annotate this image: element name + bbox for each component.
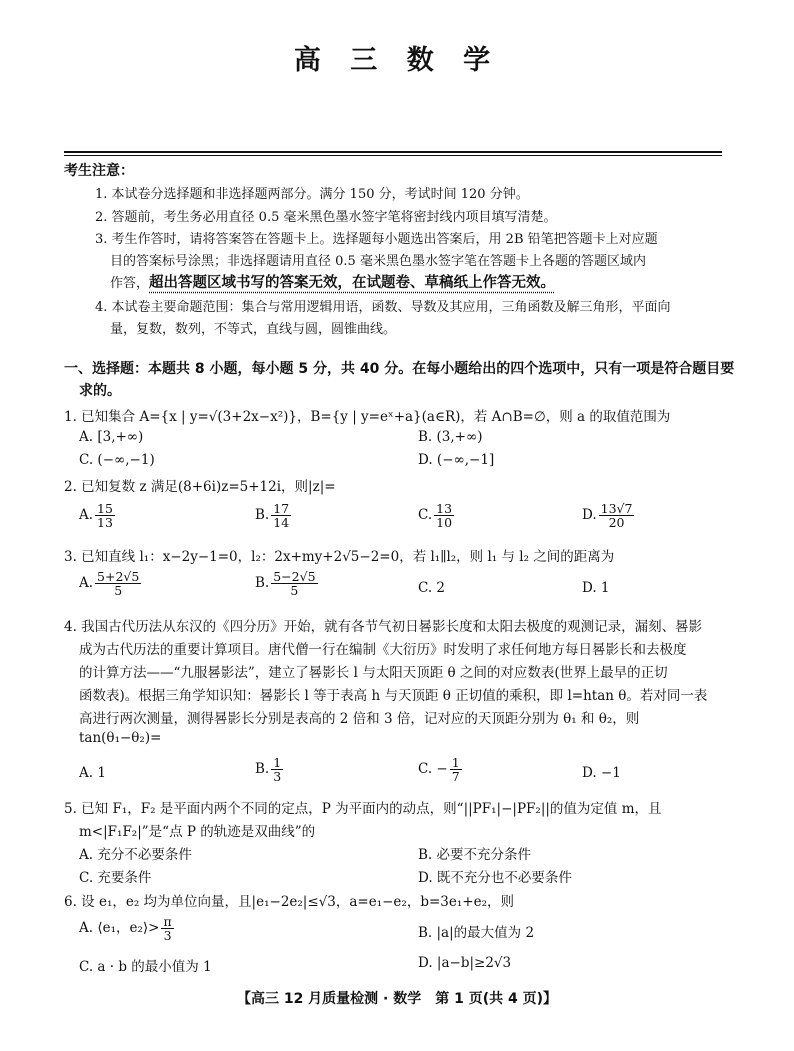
- fraction: [271, 502, 291, 529]
- question-4-line: 高进行两次测量，测得晷影长分别是表高的 2 倍和 3 倍，记对应的天顶距分别为 θ₁ 和 θ₂，则: [79, 711, 640, 727]
- option-label: B.: [255, 575, 270, 591]
- numerator: 13√7: [600, 501, 633, 516]
- question-2-stem: 2. 已知复数 z 满足(8+6i)z=5+12i，则|z|=: [64, 479, 336, 495]
- notice-text: 作答，: [110, 276, 150, 291]
- fraction: [95, 502, 115, 529]
- fraction: [599, 502, 635, 529]
- q6-option-b: B. |a|的最大值为 2: [418, 925, 535, 941]
- option-label: D.: [582, 507, 597, 523]
- fraction: [450, 756, 462, 783]
- numerator: 5+2√5: [97, 569, 140, 584]
- denominator: 20: [608, 515, 625, 530]
- notice-item-answer: [110, 271, 555, 292]
- question-5-stem: 5. 已知 F₁，F₂ 是平面内两个不同的定点，P 为平面内的动点，则“||PF₁|−|PF₂||的值为定值 m，且: [64, 801, 662, 817]
- numerator: 1: [451, 755, 460, 770]
- denominator: 3: [273, 769, 282, 784]
- q4-option-a: A. 1: [79, 765, 106, 781]
- section-heading: 一、选择题：本题共 8 小题，每小题 5 分，共 40 分。在每小题给出的四个选项中，只有一项是符合题目要: [64, 361, 735, 377]
- denominator: 3: [163, 928, 172, 943]
- q4-option-d: D. −1: [582, 765, 621, 781]
- q3-option-b: [255, 570, 318, 597]
- section-heading-cont: 求的。: [79, 383, 121, 399]
- numerator: 13: [436, 501, 453, 516]
- option-label: B.: [255, 507, 270, 523]
- q6-option-c: C. a · b 的最小值为 1: [79, 959, 212, 975]
- q3-option-c: C. 2: [418, 580, 446, 596]
- q2-option-a: [79, 502, 115, 529]
- question-6-stem: 6. 设 e₁，e₂ 均为单位向量，且|e₁−2e₂|≤√3，a=e₁−e₂，b=3e₁+e₂，则: [64, 894, 514, 910]
- notice-item: 2. 答题前，考生务必用直径 0.5 毫米黑色墨水签字笔将密封线内项目填写清楚。: [95, 210, 557, 225]
- denominator: 10: [436, 515, 453, 530]
- numerator: π: [163, 914, 172, 929]
- question-1-stem: 1. 已知集合 A={x | y=√(3+2x−x²)}，B={y | y=eˣ+a}(a∈R)，若 A∩B=∅，则 a 的取值范围为: [64, 409, 671, 425]
- question-5-stem-cont: m<|F₁F₂|”是“点 P 的轨迹是双曲线”的: [79, 824, 316, 840]
- numerator: 5−2√5: [273, 569, 316, 584]
- q3-option-d: D. 1: [582, 580, 610, 596]
- q1-option-b: B. (3,+∞): [418, 429, 483, 445]
- notice-item: 3. 考生作答时，请将答案答在答题卡上。选择题每小题选出答案后，用 2B 铅笔把答题卡上对应题: [95, 232, 658, 247]
- question-4-line: 4. 我国古代历法从东汉的《四分历》开始，就有各节气初日晷影长度和太阳去极度的观测记录，漏刻、晷影: [64, 619, 703, 635]
- notice-heading: 考生注意：: [64, 163, 134, 179]
- header-rule-thin: [64, 155, 722, 156]
- question-4-line: 函数表)。根据三角学知识知：晷影长 l 等于表高 h 与天顶距 θ 正切值的乘积，即 l=htan θ。若对同一表: [79, 688, 708, 704]
- q3-option-a: [79, 570, 141, 597]
- numerator: 15: [97, 501, 113, 516]
- fraction: [95, 570, 141, 597]
- q6-option-a: [79, 915, 174, 942]
- q1-option-c: C. (−∞,−1): [79, 452, 155, 468]
- denominator: 13: [97, 515, 113, 530]
- notice-item: 4. 本试卷主要命题范围：集合与常用逻辑用语，函数、导数及其应用，三角函数及解三角形，平面向: [95, 300, 671, 315]
- denominator: 5: [114, 583, 123, 598]
- option-label: B.: [255, 761, 270, 777]
- notice-item: 目的答案标号涂黑；非选择题请用直径 0.5 毫米黑色墨水签字笔在答题卡上各题的答题区域内: [110, 254, 646, 269]
- denominator: 7: [451, 769, 460, 784]
- option-label: A.: [79, 575, 94, 591]
- numerator: 1: [273, 755, 282, 770]
- page-title: 高 三 数 学: [293, 45, 501, 76]
- question-3-stem: 3. 已知直线 l₁：x−2y−1=0，l₂：2x+my+2√5−2=0，若 l₁∥l₂，则 l₁ 与 l₂ 之间的距离为: [64, 549, 615, 565]
- q1-option-d: D. (−∞,−1]: [418, 452, 495, 468]
- denominator: 14: [273, 515, 290, 530]
- question-4-line: tan(θ₁−θ₂)=: [79, 730, 162, 746]
- q1-option-a: A. [3,+∞): [79, 429, 144, 445]
- numerator: 17: [273, 501, 290, 516]
- q5-option-a: A. 充分不必要条件: [79, 847, 192, 863]
- option-label: C. −: [418, 761, 448, 777]
- notice-emphasis: 超出答题区域书写的答案无效，在试题卷、草稿纸上作答无效。: [149, 275, 556, 291]
- q6-option-d: D. |a−b|≥2√3: [418, 955, 512, 971]
- q4-option-b: [255, 756, 283, 783]
- option-label: C.: [418, 507, 433, 523]
- q2-option-d: [582, 502, 634, 529]
- notice-item: 1. 本试卷分选择题和非选择题两部分。满分 150 分，考试时间 120 分钟。: [95, 187, 529, 202]
- notice-item: 量，复数，数列，不等式，直线与圆，圆锥曲线。: [110, 322, 397, 337]
- option-label: A.: [79, 507, 94, 523]
- page-footer: 【高三 12 月质量检测 · 数学 第 1 页(共 4 页)】: [236, 991, 558, 1007]
- q4-option-c: [418, 756, 462, 783]
- question-4-line: 成为古代历法的重要计算项目。唐代僧一行在编制《大衍历》时发明了求任何地方每日晷影长和去极度: [79, 642, 687, 658]
- option-label: A. ⟨e₁，e₂⟩>: [79, 920, 160, 936]
- denominator: 5: [290, 583, 299, 598]
- fraction: [271, 570, 317, 597]
- q2-option-c: [418, 502, 454, 529]
- q5-option-b: B. 必要不充分条件: [418, 847, 532, 863]
- fraction: [434, 502, 454, 529]
- header-rule-thick: [64, 151, 722, 153]
- q2-option-b: [255, 502, 291, 529]
- fraction: [161, 915, 173, 942]
- question-4-line: 的计算方法——“九服晷影法”，建立了晷影长 l 与太阳天顶距 θ 之间的对应数表(世界上最早的正切: [79, 665, 668, 681]
- q5-option-c: C. 充要条件: [79, 870, 152, 886]
- fraction: [271, 756, 283, 783]
- q5-option-d: D. 既不充分也不必要条件: [418, 870, 572, 886]
